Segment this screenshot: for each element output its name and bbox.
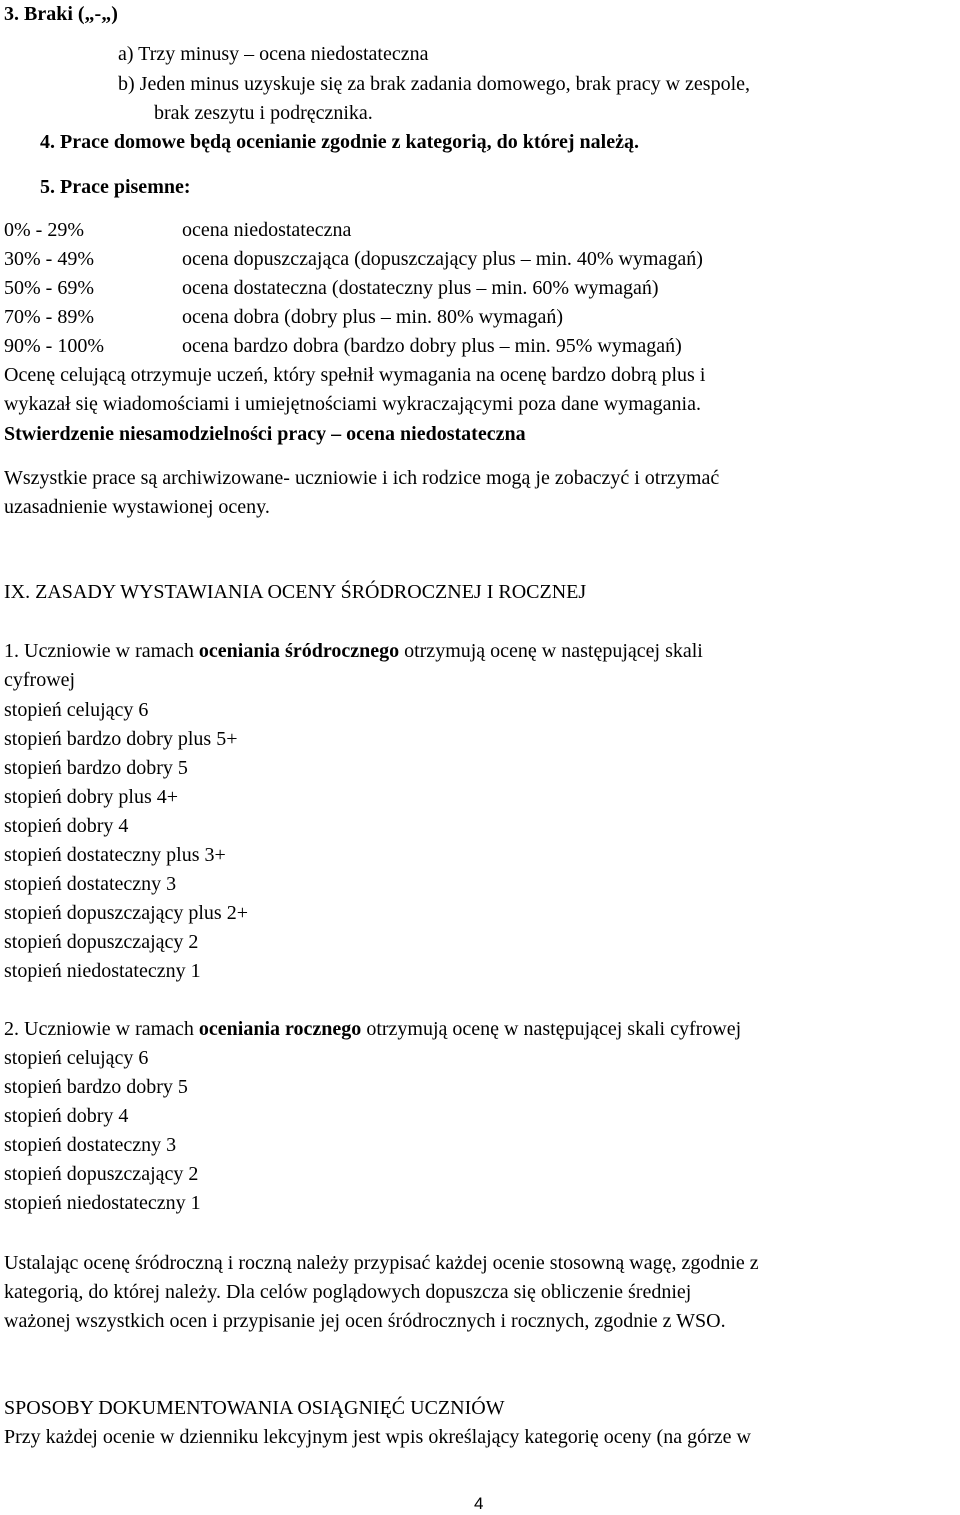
p2-line1	[4, 1017, 741, 1041]
page-number: 4	[474, 1494, 484, 1513]
scale-grade: ocena bardzo dobra (bardzo dobry plus – min. 95% wymagań)	[182, 335, 682, 357]
scale-grade: ocena dostateczna (dostateczny plus – min. 60% wymagań)	[182, 277, 659, 299]
scale-grade: ocena dopuszczająca (dopuszczający plus – min. 40% wymagań)	[182, 248, 703, 270]
scale-range: 50% - 69%	[4, 277, 94, 299]
waga-line2: kategorią, do której należy. Dla celów poglądowych dopuszcza się obliczenie średniej	[4, 1281, 692, 1303]
section3-item-b-cont: brak zeszytu i podręcznika.	[154, 102, 373, 124]
list-item: stopień dobry 4	[4, 815, 129, 837]
section3-item-b: b) Jeden minus uzyskuje się za brak zadania domowego, brak pracy w zespole,	[118, 73, 751, 95]
scale-grade: ocena dobra (dobry plus – min. 80% wymagań)	[182, 306, 564, 328]
p1-bold: oceniania śródrocznego	[198, 640, 400, 662]
archiwum-line2: uzasadnienie wystawionej oceny.	[4, 496, 270, 518]
list-item: stopień niedostateczny 1	[4, 1192, 201, 1214]
p1-prefix: 1. Uczniowie w ramach	[4, 640, 199, 662]
p1-line1	[4, 639, 703, 663]
list-item: stopień celujący 6	[4, 1047, 149, 1069]
p2-suffix: otrzymują ocenę w następującej skali cyfrowej	[361, 1018, 742, 1040]
waga-line1: Ustalając ocenę śródroczną i roczną należy przypisać każdej ocenie stosowną wagę, zgodnie z	[4, 1252, 759, 1274]
list-item: stopień dostateczny 3	[4, 1134, 177, 1156]
niesamodzielnosc-note: Stwierdzenie niesamodzielności pracy – ocena niedostateczna	[4, 423, 526, 445]
archiwum-line1: Wszystkie prace są archiwizowane- uczniowie i ich rodzice mogą je zobaczyć i otrzymać	[4, 467, 720, 489]
scale-range: 0% - 29%	[4, 219, 84, 241]
scale-grade: ocena niedostateczna	[182, 219, 352, 241]
list-item: stopień dopuszczający plus 2+	[4, 902, 248, 924]
list-item: stopień dobry 4	[4, 1105, 129, 1127]
sposoby-line1: Przy każdej ocenie w dzienniku lekcyjnym jest wpis określający kategorię oceny (na górze w	[4, 1426, 751, 1448]
list-item: stopień dostateczny plus 3+	[4, 844, 226, 866]
section5-heading-text: 5. Prace pisemne:	[40, 176, 191, 198]
list-item: stopień bardzo dobry plus 5+	[4, 728, 238, 750]
p2-prefix: 2. Uczniowie w ramach	[4, 1018, 199, 1040]
sposoby-heading: SPOSOBY DOKUMENTOWANIA OSIĄGNIĘĆ UCZNIÓW	[4, 1397, 505, 1419]
waga-line3: ważonej wszystkich ocen i przypisanie jej ocen śródrocznych i rocznych, zgodnie z WSO.	[4, 1310, 726, 1332]
list-item: stopień bardzo dobry 5	[4, 757, 188, 779]
section5-heading	[40, 175, 191, 199]
list-item: stopień dopuszczający 2	[4, 1163, 199, 1185]
scale-range: 70% - 89%	[4, 306, 94, 328]
scale-range: 30% - 49%	[4, 248, 94, 270]
list-item: stopień bardzo dobry 5	[4, 1076, 188, 1098]
celujaca-line1: Ocenę celującą otrzymuje uczeń, który spełnił wymagania na ocenę bardzo dobrą plus i	[4, 364, 706, 386]
list-item: stopień dopuszczający 2	[4, 931, 199, 953]
section3-item-a: a) Trzy minusy – ocena niedostateczna	[118, 43, 429, 65]
list-item: stopień dostateczny 3	[4, 873, 177, 895]
scale-range: 90% - 100%	[4, 335, 104, 357]
section9-heading: IX. ZASADY WYSTAWIANIA OCENY ŚRÓDROCZNEJ I ROCZNEJ	[4, 581, 587, 603]
celujaca-line2: wykazał się wiadomościami i umiejętnościami wykraczającymi poza dane wymagania.	[4, 393, 701, 415]
p2-bold: oceniania rocznego	[198, 1018, 362, 1040]
list-item: stopień celujący 6	[4, 699, 149, 721]
section4-text: 4. Prace domowe będą ocenianie zgodnie z kategorią, do której należą.	[40, 131, 639, 153]
p1-line2: cyfrowej	[4, 669, 76, 691]
p1-suffix: otrzymują ocenę w następującej skali	[399, 640, 703, 662]
section3-heading: 3. Braki („-„)	[4, 3, 118, 25]
list-item: stopień dobry plus 4+	[4, 786, 179, 808]
list-item: stopień niedostateczny 1	[4, 960, 201, 982]
